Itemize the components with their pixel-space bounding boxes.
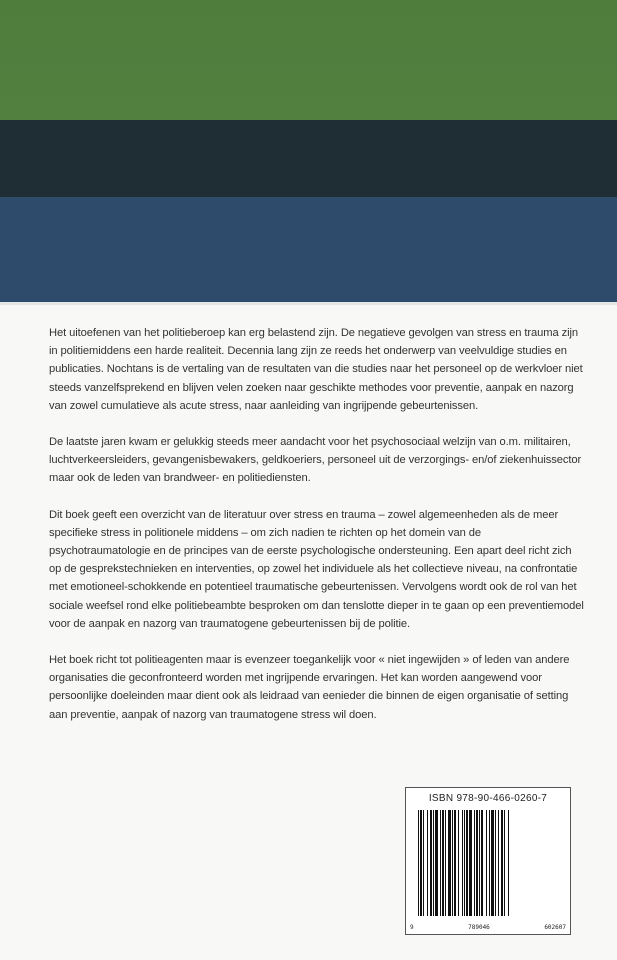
barcode-bar xyxy=(458,810,459,916)
barcode-bar xyxy=(474,810,475,916)
barcode-digits xyxy=(410,924,566,931)
blurb-paragraph-4: Het boek richt tot politieagenten maar is evenzeer toegankelijk voor « niet ingewijden » of leden van andere organisaties die geconfronteerd worden met ingrijpende ervaringen. Het kan worden aangewend voor persoonlijke doeleinden maar dient ook als leidraad van eenieder die binnen de eigen organisatie of setting aan preventie, aanpak of nazorg van traumatogene stress wil doen. xyxy=(49,654,570,721)
barcode-bar xyxy=(445,810,446,916)
barcode-bar xyxy=(418,810,419,916)
barcode-bar xyxy=(440,810,441,916)
barcode-bar xyxy=(486,810,487,916)
barcode-bar xyxy=(498,810,499,916)
barcode-bar xyxy=(466,810,468,916)
isbn-barcode-box xyxy=(405,787,571,935)
barcode-bar xyxy=(427,810,428,916)
barcode-bar xyxy=(442,810,444,916)
barcode-bar xyxy=(491,810,494,916)
barcode-bar xyxy=(481,810,483,916)
barcode-bar xyxy=(504,810,505,916)
barcode-bar xyxy=(479,810,480,916)
barcode-bar xyxy=(435,810,438,916)
barcode-bar xyxy=(489,810,490,916)
barcode-bar xyxy=(423,810,424,916)
blurb-paragraph-1: Het uitoefenen van het politieberoep kan erg belastend zijn. De negatieve gevolgen van stress en trauma zijn in politiemiddens een harde realiteit. Decennia lang zijn ze reeds het onderwerp van veelvuldige studies en publicaties. Nochtans is de vertaling van de resultaten van die studies naar het personeel op de werkvloer niet steeds vanzelfsprekend en blijven velen zoeken naar geschikte methodes voor preventie, aanpak en nazorg van zowel cumulatieve als acute stress, naar aanleiding van ingrijpende gebeurtenissen. xyxy=(49,327,583,412)
barcode-bar xyxy=(452,810,453,916)
cover-band-green xyxy=(0,0,617,120)
barcode-bar xyxy=(454,810,456,916)
barcode-bar xyxy=(469,810,472,916)
barcode-digit-group-3: 602607 xyxy=(544,924,566,931)
blurb-paragraph-2: De laatste jaren kwam er gelukkig steeds meer aandacht voor het psychosociaal welzijn van o.m. militairen, luchtverkeersleiders, gevangenisbewakers, geldkoeriers, personeel uit de verzorgings- en/of ziekenhuissector maar ook de leden van brandweer- en politiediensten. xyxy=(49,436,582,485)
barcode-bar xyxy=(433,810,434,916)
barcode-bar xyxy=(476,810,478,916)
cover-band-divider xyxy=(0,302,617,305)
barcode-digit-group-1: 9 xyxy=(410,924,414,931)
blurb-text xyxy=(49,324,584,742)
isbn-label: ISBN 978-90-466-0260-7 xyxy=(428,793,548,804)
cover-band-blue xyxy=(0,197,617,302)
barcode-bar xyxy=(464,810,465,916)
barcode-bar xyxy=(508,810,509,916)
barcode-bar xyxy=(495,810,496,916)
barcode-bar xyxy=(430,810,432,916)
barcode-digit-group-2: 789046 xyxy=(468,924,490,931)
barcode-bar xyxy=(420,810,422,916)
cover-band-dark xyxy=(0,120,617,197)
barcode-icon xyxy=(416,810,558,916)
barcode-bar xyxy=(448,810,451,916)
barcode-bar xyxy=(501,810,503,916)
barcode-bar xyxy=(462,810,463,916)
blurb-paragraph-3: Dit boek geeft een overzicht van de literatuur over stress en trauma – zowel algemeenheden als de meer specifieke stress in politionele middens – om zich nadien te richten op het domein van de psychotraumatologie en de principes van de eerste psychologische ondersteuning. Een apart deel richt zich op de gesprekstechnieken en interventies, op zowel het individuele als het collectieve niveau, na confrontatie met emotioneel-schokkende en potentieel traumatische gebeurtenissen. Vervolgens wordt ook de rol van het sociale weefsel rond elke politiebeambte besproken om dan tenslotte dieper in te gaan op een preventiemodel voor de aanpak en nazorg van traumatogene gebeurtenissen bij de politie. xyxy=(49,508,584,630)
